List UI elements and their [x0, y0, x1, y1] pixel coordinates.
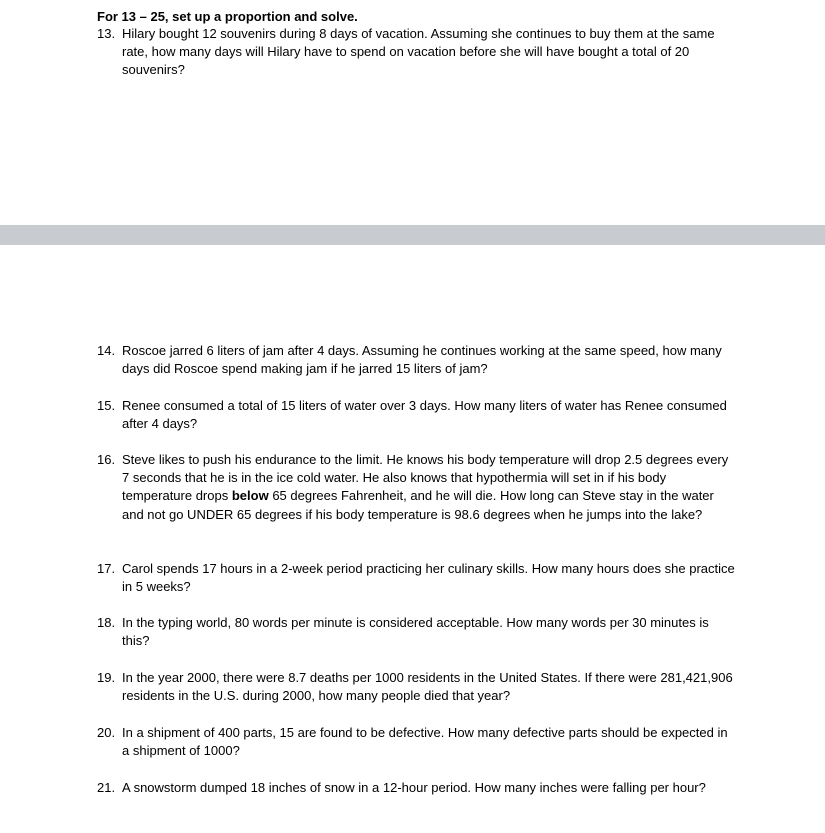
problem-number: 19.: [97, 670, 116, 685]
problem-text: In a shipment of 400 parts, 15 are found to be defective. How many defective parts should be expected in a shipment of 1000?: [122, 725, 728, 759]
section-heading: For 13 – 25, set up a proportion and solve.: [97, 9, 358, 24]
problem-21: [97, 779, 737, 797]
problem-15: [97, 397, 737, 433]
problem-text: Renee consumed a total of 15 liters of water over 3 days. How many liters of water has Renee consumed after 4 days?: [122, 398, 727, 432]
problem-text: Carol spends 17 hours in a 2-week period practicing her culinary skills. How many hours does she practice in 5 weeks?: [122, 561, 735, 595]
problem-number: 14.: [97, 343, 116, 358]
problem-text: Hilary bought 12 souvenirs during 8 days of vacation. Assuming she continues to buy them at the same rate, how many days will Hilary have to spend on vacation before she will have bought a total of 20 souvenirs?: [122, 26, 715, 78]
problem-number: 13.: [97, 26, 116, 41]
problem-text: A snowstorm dumped 18 inches of snow in a 12-hour period. How many inches were falling per hour?: [122, 780, 706, 795]
problem-number: 15.: [97, 398, 116, 413]
problem-17: [97, 560, 737, 596]
problem-text-end: 65 degrees Fahrenheit, and he will die. How long can Steve stay in the water and not go UNDER 65 degrees if his body temperature is 98.6 degrees when he jumps into the lake?: [122, 488, 714, 522]
problem-19: [97, 669, 737, 705]
page-break-divider: [0, 225, 825, 245]
problem-text: In the typing world, 80 words per minute is considered acceptable. How many words per 30 minutes is this?: [122, 615, 709, 649]
problem-13: [97, 25, 737, 80]
problem-20: [97, 724, 737, 760]
problem-number: 17.: [97, 561, 116, 576]
problem-number: 21.: [97, 780, 116, 795]
problem-text: In the year 2000, there were 8.7 deaths per 1000 residents in the United States. If there were 281,421,906 residents in the U.S. during 2000, how many people died that year?: [122, 670, 733, 704]
problem-18: [97, 614, 737, 650]
problem-16: [97, 451, 737, 524]
problem-text: Roscoe jarred 6 liters of jam after 4 days. Assuming he continues working at the same speed, how many days did Roscoe spend making jam if he jarred 15 liters of jam?: [122, 343, 722, 377]
emphasis-below: below: [231, 488, 269, 504]
problem-number: 20.: [97, 725, 116, 740]
problem-14: [97, 342, 737, 378]
problem-number: 18.: [97, 615, 116, 630]
problem-text: [122, 451, 737, 524]
problem-text-start: Steve likes to push his endurance to the limit. He knows his body temperature will drop 2.5 degrees every 7 seconds that he is in the ice cold water. He also knows that hypothermia will set in if his body temperature drops: [122, 452, 729, 504]
problem-number: 16.: [97, 452, 116, 467]
